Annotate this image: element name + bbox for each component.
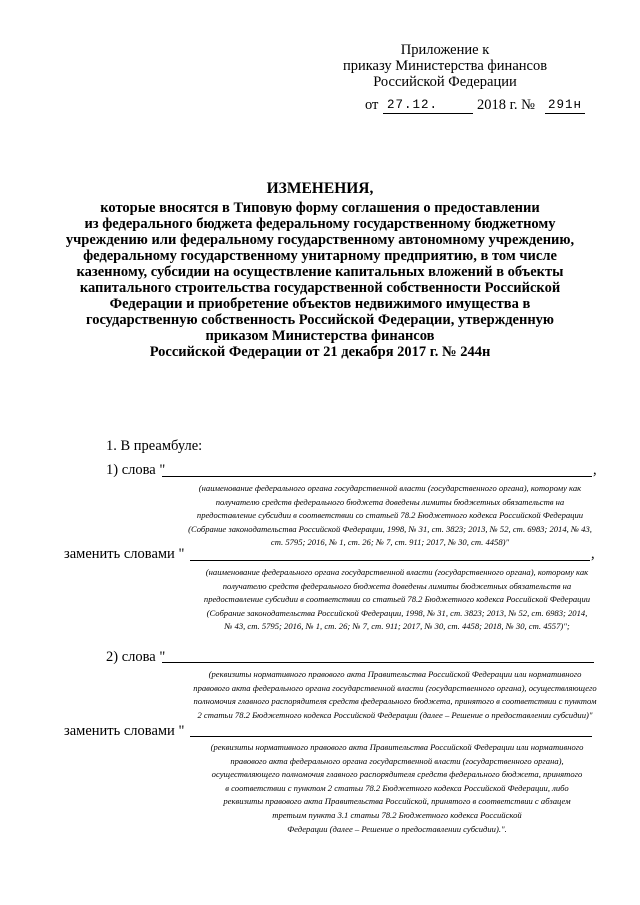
item1-replace-comma: , — [591, 546, 595, 562]
number-handwritten: 291н — [548, 98, 583, 112]
note-line: предоставление субсидии в соответствии со статьей 78.2 Бюджетного кодекса Российской Федерации — [203, 594, 591, 605]
item2-replace-fill-line — [190, 736, 592, 737]
note-line: ст. 5795; 2016, № 1, ст. 26; № 7, ст. 911; 2017, № 30, ст. 4458)" — [270, 537, 510, 548]
appendix-line2: приказу Министерства финансов — [342, 58, 548, 74]
item2-note — [165, 668, 625, 722]
section-heading: 1. В преамбуле: — [106, 438, 203, 454]
title-line: из федерального бюджета федеральному государственному бюджетному — [84, 216, 556, 232]
item2-replace-note — [172, 741, 622, 836]
appendix-line3: Российской Федерации — [373, 74, 517, 90]
note-line: (Собрание законодательства Российской Федерации, 1998, № 31, ст. 3823; 2013, № 52, ст. 6983; 2014, № 43, — [188, 523, 592, 534]
date-handwritten: 27.12. — [387, 98, 439, 112]
number-underline — [545, 113, 585, 114]
title-line: капитального строительства государственной собственности Российской — [79, 280, 561, 296]
appendix-block — [330, 42, 560, 90]
item2-label: 2) слова " — [106, 649, 166, 665]
note-line: (наименование федерального органа государственной власти (государственного органа), которому как — [198, 483, 582, 493]
note-line: третьим пункта 3.1 статьи 78.2 Бюджетного кодекса Российской — [272, 809, 522, 820]
item1-note — [150, 482, 630, 550]
item1-replace-note — [172, 566, 622, 634]
note-line: (реквизиты нормативного правового акта Правительства Российской Федерации или нормативного — [208, 669, 582, 679]
date-prefix: от — [365, 97, 379, 113]
appendix-date-row — [365, 97, 595, 115]
title-heading: ИЗМЕНЕНИЯ, — [266, 180, 374, 197]
note-line: (наименование федерального органа государственной власти (государственного органа), которому как — [205, 567, 589, 577]
title-line: учреждению или федеральному государственному автономному учреждению, — [65, 232, 575, 248]
title-line: приказом Министерства финансов — [205, 328, 435, 344]
note-line: 2 статьи 78.2 Бюджетного кодекса Российской Федерации (далее – Решение о предоставлении субсидии)" — [197, 709, 593, 720]
title-line: Российской Федерации от 21 декабря 2017 г. № 244н — [149, 344, 491, 360]
note-line: правового акта федерального органа государственной власти (государственного органа), — [230, 755, 564, 766]
note-line: получателю средств федерального бюджета доведены лимиты бюджетных обязательств на — [215, 496, 565, 507]
title-line: федеральному государственному унитарному предприятию, в том числе — [83, 248, 557, 264]
title-line: которые вносятся в Типовую форму соглашения о предоставлении — [100, 200, 540, 216]
document-title — [0, 181, 640, 360]
date-underline — [383, 113, 473, 114]
note-line: реквизиты правового акта Правительства Российской, принятого в соответствии с абзацем — [223, 796, 571, 807]
note-line: осуществляющего полномочия главного распорядителя средств федерального бюджета, принятого — [211, 769, 583, 780]
item1-comma: , — [593, 462, 597, 478]
note-line: получателю средств федерального бюджета доведены лимиты бюджетных обязательств на — [222, 580, 572, 591]
title-line: казенному, субсидии на осуществление капитальных вложений в объекты — [76, 264, 564, 280]
note-line: (Собрание законодательства Российской Федерации, 1998, № 31, ст. 3823; 2013, № 52, ст. 6983; 2014, — [206, 607, 588, 618]
note-line: № 43, ст. 5795; 2016, № 1, ст. 26; № 7, ст. 911; 2017, № 30, ст. 4458; 2018, № 30, ст. 4557)"; — [224, 621, 570, 632]
item1-replace-fill-line — [190, 560, 590, 561]
year-text: 2018 г. № — [477, 97, 536, 113]
title-line: Федерации и приобретение объектов недвижимого имущества в — [109, 296, 531, 312]
item2-fill-line — [162, 662, 594, 663]
note-line: в соответствии с пунктом 2 статьи 78.2 Бюджетного кодекса Российской Федерации, либо — [225, 782, 569, 793]
appendix-line1: Приложение к — [400, 42, 490, 58]
note-line: Федерации (далее – Решение о предоставлении субсидии).". — [287, 823, 507, 834]
note-line: предоставление субсидии в соответствии со статьей 78.2 Бюджетного кодекса Российской Федерации — [196, 510, 584, 521]
note-line: правового акта федерального органа государственной власти (государственного органа), осуществляющего — [193, 682, 597, 693]
item1-replace-label: заменить словами " — [64, 546, 185, 562]
note-line: (реквизиты нормативного правового акта Правительства Российской Федерации или нормативного — [210, 742, 584, 752]
title-line: государственную собственность Российской Федерации, утвержденную — [85, 312, 555, 328]
item1-fill-line — [162, 476, 592, 477]
note-line: полномочия главного распорядителя средств федерального бюджета, принятого в соответствии с пунктом — [193, 696, 597, 707]
item2-replace-label: заменить словами " — [64, 723, 185, 739]
item1-label: 1) слова " — [106, 462, 166, 478]
